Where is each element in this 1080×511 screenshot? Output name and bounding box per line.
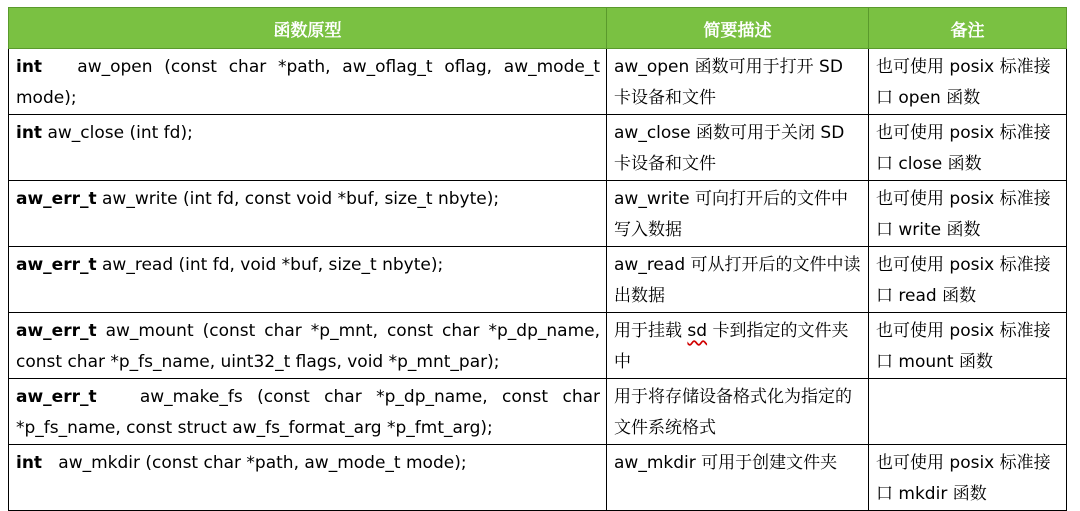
table-row [9, 49, 1067, 115]
return-type: aw_err_t [16, 255, 97, 275]
table-row [9, 247, 1067, 313]
prototype-cell [9, 115, 607, 181]
api-table-wrapper [8, 7, 1067, 511]
remarks-cell: 也可使用 posix 标准接口 read 函数 [869, 247, 1067, 313]
description-cell: 用于将存储设备格式化为指定的文件系统格式 [607, 379, 869, 445]
remarks-cell: 也可使用 posix 标准接口 mkdir 函数 [869, 445, 1067, 511]
prototype-cell [9, 181, 607, 247]
description-cell: aw_write 可向打开后的文件中写入数据 [607, 181, 869, 247]
description-cell: aw_close 函数可用于关闭 SD 卡设备和文件 [607, 115, 869, 181]
header-description: 简要描述 [607, 8, 869, 49]
description-cell [607, 313, 869, 379]
remarks-cell: 也可使用 posix 标准接口 write 函数 [869, 181, 1067, 247]
spellcheck-underlined-word: sd [687, 321, 708, 341]
table-row [9, 181, 1067, 247]
return-type: int [16, 123, 43, 143]
table-row [9, 115, 1067, 181]
description-cell: aw_open 函数可用于打开 SD 卡设备和文件 [607, 49, 869, 115]
function-signature: aw_read (int fd, void *buf, size_t nbyte); [102, 255, 444, 275]
header-remarks: 备注 [869, 8, 1067, 49]
prototype-cell [9, 445, 607, 511]
return-type: int [16, 57, 43, 77]
return-type: int [16, 453, 43, 473]
description-text: 卡到指定的文件夹中 [614, 321, 849, 372]
remarks-cell [869, 379, 1067, 445]
description-cell: aw_read 可从打开后的文件中读出数据 [607, 247, 869, 313]
return-type: aw_err_t [16, 321, 97, 341]
prototype-cell [9, 247, 607, 313]
function-signature: aw_make_fs (const char *p_dp_name, const char *p_fs_name, const struct aw_fs_format_arg *p_fmt_arg); [16, 387, 600, 438]
function-signature: aw_write (int fd, const void *buf, size_t nbyte); [102, 189, 500, 209]
return-type: aw_err_t [16, 189, 97, 209]
description-cell: aw_mkdir 可用于创建文件夹 [607, 445, 869, 511]
table-row [9, 379, 1067, 445]
header-prototype: 函数原型 [9, 8, 607, 49]
function-signature: aw_mount (const char *p_mnt, const char *p_dp_name, const char *p_fs_name, uint32_t flags, void *p_mnt_par); [16, 321, 600, 372]
description-text: 用于挂载 [614, 321, 688, 341]
remarks-cell: 也可使用 posix 标准接口 mount 函数 [869, 313, 1067, 379]
return-type: aw_err_t [16, 387, 97, 407]
header-row [9, 8, 1067, 49]
table-row [9, 445, 1067, 511]
api-function-table [8, 7, 1067, 511]
table-row [9, 313, 1067, 379]
remarks-cell: 也可使用 posix 标准接口 close 函数 [869, 115, 1067, 181]
function-signature: aw_open (const char *path, aw_oflag_t oflag, aw_mode_t mode); [16, 57, 600, 108]
function-signature: aw_close (int fd); [47, 123, 193, 143]
prototype-cell [9, 313, 607, 379]
remarks-cell: 也可使用 posix 标准接口 open 函数 [869, 49, 1067, 115]
prototype-cell [9, 379, 607, 445]
function-signature: aw_mkdir (const char *path, aw_mode_t mode); [58, 453, 467, 473]
prototype-cell [9, 49, 607, 115]
